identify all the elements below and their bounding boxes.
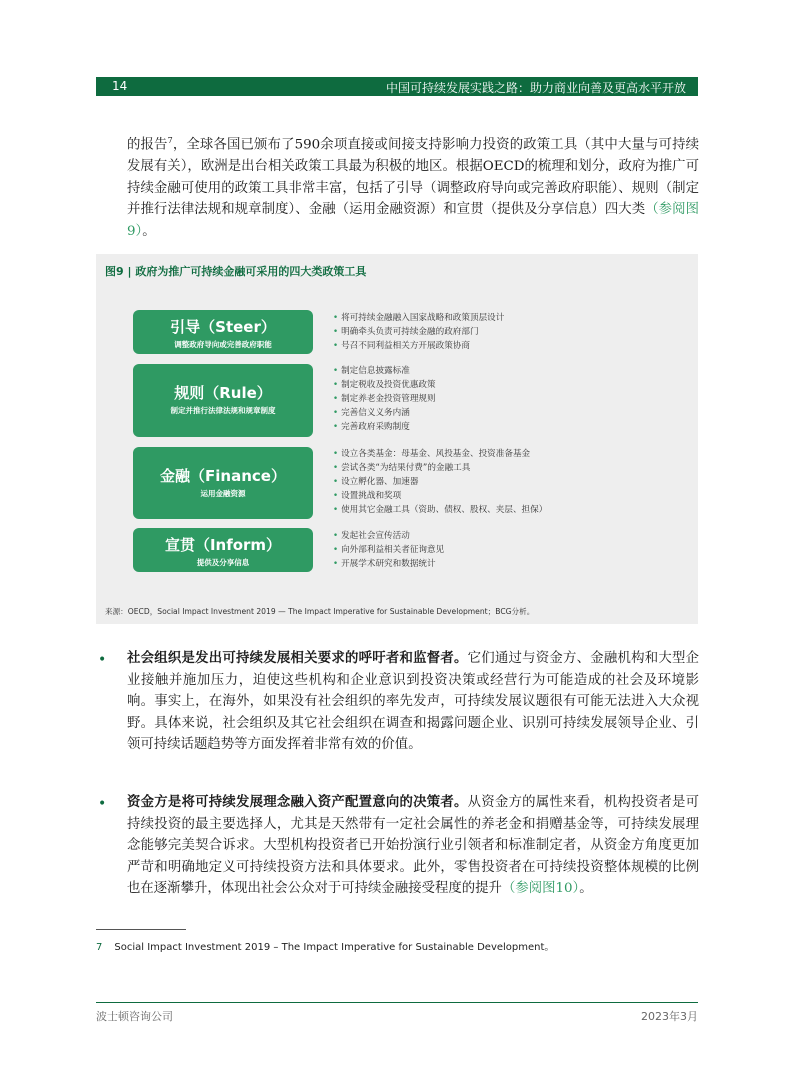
header-title: 中国可持续发展实践之路：助力商业向善及更高水平开放 xyxy=(385,81,686,95)
list-item: • 完善信义义务内涵 xyxy=(333,408,410,418)
inform-items xyxy=(333,529,444,571)
footnote-number: 7 xyxy=(96,942,103,953)
category-finance: 金融（Finance） 运用金融资源 xyxy=(133,447,313,519)
list-item: • 将可持续金融融入国家战略和政策顶层设计 xyxy=(333,313,505,323)
footnote-divider xyxy=(96,929,186,930)
list-item: • 设立孵化器、加速器 xyxy=(333,477,419,487)
bullet-marker: • xyxy=(98,796,107,812)
figure-title: 图9 | 政府为推广可持续金融可采用的四大类政策工具 xyxy=(105,265,367,278)
category-steer: 引导（Steer） 调整政府导向或完善政府职能 xyxy=(133,310,313,354)
category-rule: 规则（Rule） 制定并推行法律法规和规章制度 xyxy=(133,364,313,437)
list-item: • 向外部利益相关者征询意见 xyxy=(333,545,445,555)
bullet-paragraph-1: 社会组织是发出可持续发展相关要求的呼吁者和监督者。它们通过与资金方、金融机构和大型企业接触并施加压力，迫使这些机构和企业意识到投资决策或经营行为可能造成的社会及环境影响。事实上，在海外，如果没有社会组织的率先发声，可持续发展议题很有可能无法进入大众视野。具体来说，社会组织及其它社会组织在调查和揭露问题企业、识别可持续发展领导企业、引领可持续话题趋势等方面发挥着非常有效的价值。 xyxy=(127,650,700,753)
footer-publisher: 波士顿咨询公司 xyxy=(96,1010,173,1023)
footer-date: 2023年3月 xyxy=(641,1010,698,1023)
steer-items xyxy=(333,311,504,353)
list-item: • 使用其它金融工具（资助、债权、股权、夹层、担保） xyxy=(333,505,548,515)
bullet-paragraph-2: 资金方是将可持续发展理念融入资产配置意向的决策者。从资金方的属性来看，机构投资者是可持续投资的最主要选择人，尤其是天然带有一定社会属性的养老金和捐赠基金等，可持续发展理念能够完美契合诉求。大型机构投资者已开始扮演行业引领者和标准制定者，从资金方角度更加严苛和明确地定义可持续投资方法和具体要求。此外，零售投资者在可持续投资整体规模的比例也在逐渐攀升，体现出社会公众对于可持续金融接受程度的提升（参阅图10）。 xyxy=(127,794,700,897)
figure-source: 来源：OECD，Social Impact Investment 2019 — The Impact Imperative for Sustainable Development；BCG分析。 xyxy=(105,607,535,616)
footnote xyxy=(96,938,554,953)
footnote-ref[interactable]: 7 xyxy=(167,136,173,145)
list-item: • 号召不同利益相关方开展政策协商 xyxy=(333,341,470,351)
figure-9 xyxy=(96,254,698,624)
figure-ref[interactable]: （参阅图9） xyxy=(127,202,699,239)
rule-items xyxy=(333,364,436,434)
list-item: • 发起社会宣传活动 xyxy=(333,531,410,541)
finance-items xyxy=(333,447,547,517)
category-inform: 宣贯（Inform） 提供及分享信息 xyxy=(133,528,313,572)
list-item: • 制定信息披露标准 xyxy=(333,366,410,376)
list-item: • 制定养老金投资管理规则 xyxy=(333,394,436,404)
list-item: • 尝试各类“为结果付费”的金融工具 xyxy=(333,463,471,473)
list-item: • 开展学术研究和数据统计 xyxy=(333,559,436,569)
intro-paragraph: 的报告$^7$，全球各国已颁布了590余项直接或间接支持影响力投资的政策工具（其中大量与可持续发展有关），欧洲是出台相关政策工具最为积极的地区。根据OECD的梳理和划分，政府为推广可持续金融可使用的政策工具非常丰富，包括了引导（调整政府导向或完善政府职能）、规则（制定并推行法律法规和规章制度）、金融（运用金融资源）和宣贯（提供及分享信息）四大类（参阅图9）。 xyxy=(127,136,699,239)
bullet-marker: • xyxy=(98,652,107,668)
list-item: • 明确牵头负责可持续金融的政府部门 xyxy=(333,327,479,337)
list-item: • 设立各类基金：母基金、风投基金、投资准备基金 xyxy=(333,449,531,459)
figure-ref[interactable]: （参阅图10） xyxy=(501,881,580,897)
footnote-text: Social Impact Investment 2019 – The Impact Imperative for Sustainable Development。 xyxy=(114,942,555,953)
list-item: • 制定税收及投资优惠政策 xyxy=(333,380,436,390)
running-header xyxy=(96,77,698,96)
list-item: • 设置挑战和奖项 xyxy=(333,491,402,501)
list-item: • 完善政府采购制度 xyxy=(333,422,410,432)
page-number: 14 xyxy=(112,79,128,93)
footer-divider xyxy=(96,1002,698,1003)
